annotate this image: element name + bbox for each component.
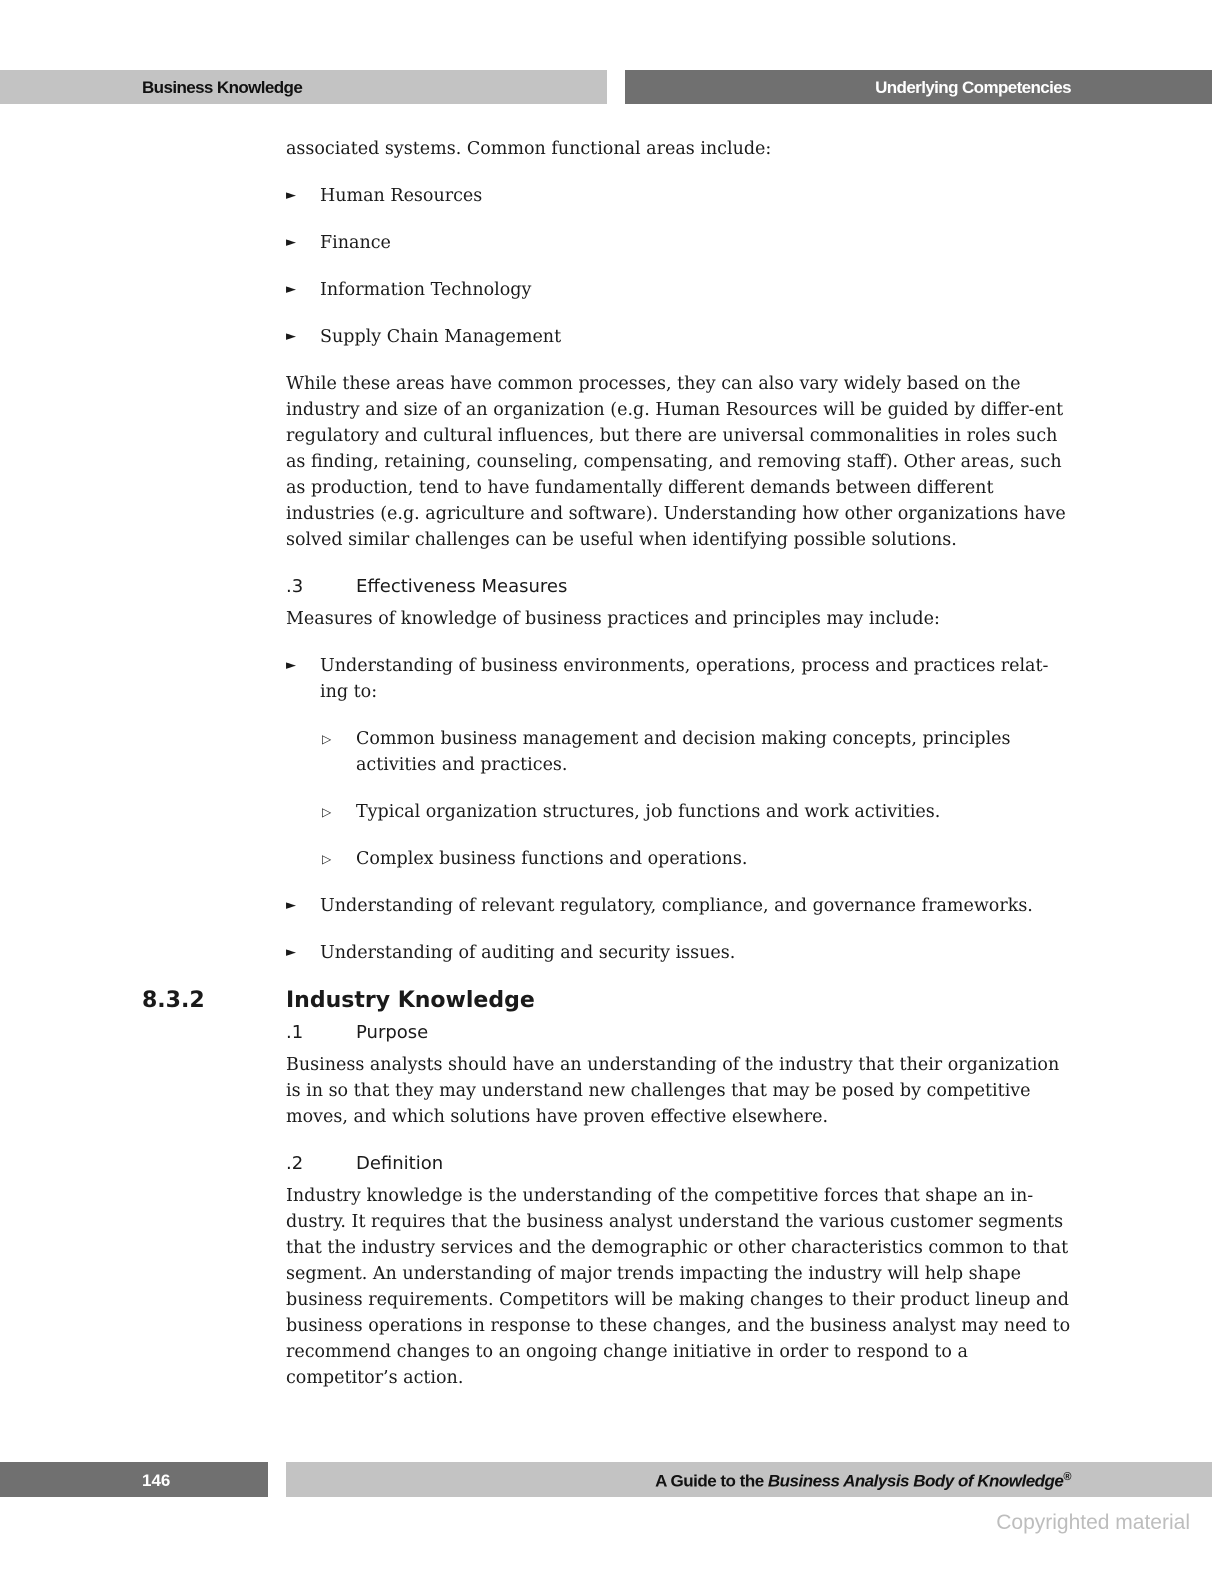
- copyright-watermark: Copyrighted material: [996, 1511, 1190, 1534]
- purpose-text: Business analysts should have an understanding of the industry that their organization is in so that they may understand new challenges that may be posed by competitive moves, and which solutions have proven effective elsewhere.: [286, 1055, 1060, 1127]
- bullet-icon: ►: [286, 282, 296, 297]
- section-number: 8.3.2: [142, 988, 205, 1013]
- sub-bullet-icon: ▷: [322, 732, 332, 746]
- list-item: [286, 277, 1076, 303]
- header-bar-left: [0, 70, 607, 104]
- page-number: 146: [142, 1471, 171, 1490]
- section-title: Industry Knowledge: [286, 988, 535, 1013]
- book-title-italic: Business Analysis Body of Knowledge: [767, 1471, 1064, 1491]
- book-title: [655, 1471, 1071, 1492]
- header-bar-right: [625, 70, 1212, 104]
- subsection-title: Definition: [356, 1153, 444, 1174]
- bullet-icon: ►: [286, 235, 296, 250]
- footer-bar-left: [0, 1462, 268, 1497]
- section-heading: [142, 988, 1076, 1014]
- list-item-text: Understanding of relevant regulatory, compliance, and governance frameworks.: [320, 896, 1033, 916]
- header-left-label: Business Knowledge: [142, 78, 303, 97]
- subsection-heading: [286, 1151, 1076, 1177]
- sub-list-item-text: Complex business functions and operations.: [356, 849, 748, 869]
- body-paragraph: While these areas have common processes, they can also vary widely based on the industry and size of an organization (e.g. Human Resources will be guided by differ-ent regulatory and cultural influences, but there are universal commonalities in roles such as finding, retaining, counseling, compensating, and removing staff). Other areas, such as production, tend to have fundamentally different demands between different industries (e.g. agriculture and software). Understanding how other organizations have solved similar challenges can be useful when identifying possible solutions.: [286, 374, 1066, 550]
- list-item: [286, 230, 1076, 256]
- sub-list-item-text: Common business management and decision making concepts, principles activities and practices.: [356, 729, 1011, 775]
- subsection-number: .1: [286, 1022, 304, 1043]
- subsection-heading: [286, 574, 1076, 600]
- registered-mark: ®: [1063, 1471, 1071, 1483]
- intro-text: associated systems. Common functional areas include:: [286, 139, 772, 159]
- bullet-icon: ►: [286, 188, 296, 203]
- subsection-title: Effectiveness Measures: [356, 576, 568, 597]
- sub-list-item: [286, 726, 1076, 778]
- subsection-heading: [286, 1020, 1076, 1046]
- list-item: [286, 653, 1076, 705]
- subsection-title: Purpose: [356, 1022, 429, 1043]
- list-item: [286, 940, 1076, 966]
- book-title-prefix: A Guide to the: [655, 1471, 768, 1491]
- bullet-icon: ►: [286, 945, 296, 960]
- list-item: [286, 183, 1076, 209]
- list-item-text: Understanding of business environments, operations, process and practices relat-ing to:: [320, 656, 1049, 702]
- list-item-text: Understanding of auditing and security issues.: [320, 943, 736, 963]
- effectiveness-intro: Measures of knowledge of business practices and principles may include:: [286, 609, 940, 629]
- header-right-label: Underlying Competencies: [875, 78, 1071, 97]
- sub-bullet-icon: ▷: [322, 852, 332, 866]
- bullet-icon: ►: [286, 898, 296, 913]
- list-item: [286, 893, 1076, 919]
- sub-bullet-icon: ▷: [322, 805, 332, 819]
- subsection-number: .2: [286, 1153, 304, 1174]
- sub-list-item: [286, 799, 1076, 825]
- list-item: [286, 324, 1076, 350]
- definition-text: Industry knowledge is the understanding of the competitive forces that shape an in-dustry. It requires that the business analyst understand the various customer segments that the industry services and the demographic or other characteristics common to that segment. An understanding of major trends impacting the industry will help shape business requirements. Competitors will be making changes to their product lineup and business operations in response to these changes, and the business analyst may need to recommend changes to an ongoing change initiative in order to respond to a competitor’s action.: [286, 1186, 1071, 1388]
- subsection-number: .3: [286, 576, 304, 597]
- bullet-icon: ►: [286, 658, 296, 673]
- footer-bar-right: [286, 1462, 1212, 1497]
- sub-list-item-text: Typical organization structures, job functions and work activities.: [356, 802, 941, 822]
- page-content: [142, 136, 1076, 1391]
- list-item-text: Finance: [320, 233, 391, 253]
- list-item-text: Human Resources: [320, 186, 483, 206]
- sub-list-item: [286, 846, 1076, 872]
- list-item-text: Information Technology: [320, 280, 532, 300]
- list-item-text: Supply Chain Management: [320, 327, 562, 347]
- bullet-icon: ►: [286, 329, 296, 344]
